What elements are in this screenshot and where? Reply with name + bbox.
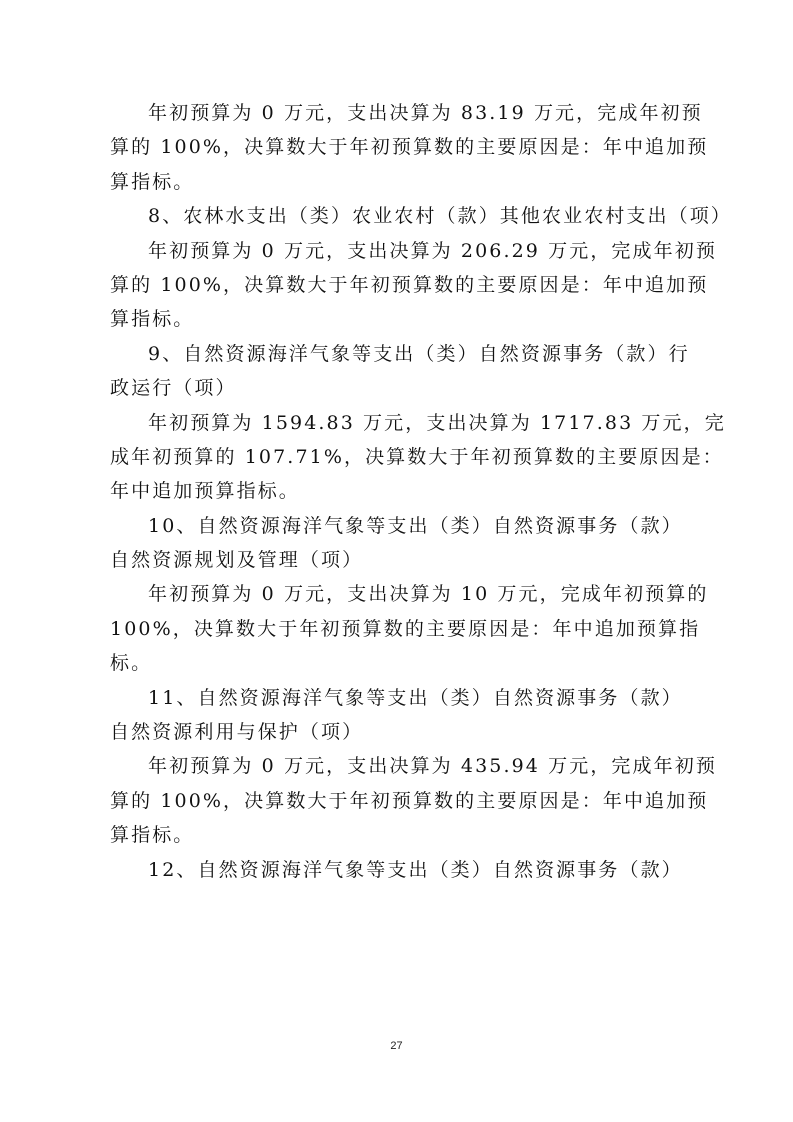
section-heading-11-cont: 自然资源利用与保护（项） [110,721,364,744]
section-heading-10: 10、自然资源海洋气象等支出（类）自然资源事务（款） [148,514,683,537]
text-line: 年初预算为 0 万元，支出决算为 83.19 万元，完成年初预 [148,102,703,124]
text-line: 年初预算为 0 万元，支出决算为 435.94 万元，完成年初预 [148,755,717,778]
section-heading-10-cont: 自然资源规划及管理（项） [110,549,364,572]
text-line: 年中追加预算指标。 [110,480,300,503]
text-line: 年初预算为 0 万元，支出决算为 206.29 万元，完成年初预 [148,239,717,262]
section-heading-8: 8、农林水支出（类）农业农村（款）其他农业农村支出（项） [148,205,732,228]
text-line: 标。 [110,652,153,675]
text-line: 算的 100%，决算数大于年初预算数的主要原因是：年中追加预 [110,273,709,296]
text-line: 算指标。 [110,824,195,847]
text-line: 算的 100%，决算数大于年初预算数的主要原因是：年中追加预 [110,789,709,812]
text-line: 年初预算为 1594.83 万元，支出决算为 1717.83 万元，完 [148,411,726,434]
text-line: 算的 100%，决算数大于年初预算数的主要原因是：年中追加预 [110,136,709,159]
section-heading-9: 9、自然资源海洋气象等支出（类）自然资源事务（款）行 [148,342,690,365]
text-line: 成年初预算的 107.71%，决算数大于年初预算数的主要原因是： [110,445,724,468]
section-heading-9-cont: 政运行（项） [110,377,237,400]
text-line: 100%，决算数大于年初预算数的主要原因是：年中追加预算指 [110,617,701,640]
document-body [110,96,732,887]
text-line: 算指标。 [110,308,195,331]
text-line: 算指标。 [110,170,195,193]
section-heading-12: 12、自然资源海洋气象等支出（类）自然资源事务（款） [148,858,683,881]
section-heading-11: 11、自然资源海洋气象等支出（类）自然资源事务（款） [148,686,683,709]
page-number: 27 [390,1040,403,1052]
body-text [110,96,732,887]
text-line: 年初预算为 0 万元，支出决算为 10 万元，完成年初预算的 [148,583,709,606]
